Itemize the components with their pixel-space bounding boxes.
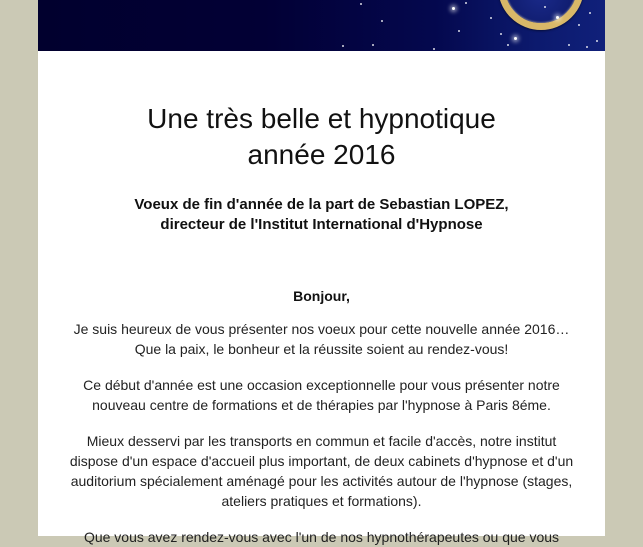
subtitle-line-2: directeur de l'Institut International d'Hypnose	[160, 216, 483, 233]
star-icon	[500, 33, 502, 35]
title-line-2: année 2016	[247, 139, 396, 170]
page-title	[38, 101, 605, 173]
paragraph-institute: Mieux desservi par les transports en commun et facile d'accès, notre institut dispose d'un espace d'accueil plus important, de deux cabinets d'hypnose et d'un auditorium spécialement aménagé pour les activités autour de l'hypnose (stages, ateliers pratiques et formations).	[69, 433, 574, 509]
subtitle	[38, 195, 605, 235]
star-icon	[490, 17, 492, 19]
star-icon	[342, 45, 344, 47]
email-panel	[38, 0, 605, 545]
star-icon	[465, 2, 467, 4]
greeting: Bonjour,	[293, 288, 350, 304]
star-icon	[360, 3, 362, 5]
star-icon	[458, 30, 460, 32]
star-icon	[556, 16, 559, 19]
star-icon	[514, 37, 517, 40]
email-body	[38, 51, 605, 547]
star-icon	[433, 48, 435, 50]
paragraph-wishes: Je suis heureux de vous présenter nos voeux pour cette nouvelle année 2016… Que la paix, le bonheur et la réussite soient au rendez-vous!	[73, 321, 570, 357]
header-banner	[38, 0, 605, 51]
subtitle-line-1: Voeux de fin d'année de la part de Sebastian LOPEZ,	[134, 196, 509, 213]
star-icon	[372, 44, 374, 46]
star-icon	[596, 40, 598, 42]
star-icon	[452, 7, 455, 10]
star-icon	[589, 12, 591, 14]
star-icon	[578, 24, 580, 26]
star-icon	[568, 44, 570, 46]
title-line-1: Une très belle et hypnotique	[147, 103, 496, 134]
star-icon	[381, 20, 383, 22]
paragraph-appointment: Que vous avez rendez-vous avec l'un de nos hypnothérapeutes ou que vous	[83, 529, 560, 545]
paragraph-new-center: Ce début d'année est une occasion exceptionnelle pour vous présenter notre nouveau centre de formations et de thérapies par l'hypnose à Paris 8éme.	[83, 377, 560, 413]
gold-ring-icon	[498, 0, 584, 30]
star-icon	[544, 6, 546, 8]
star-icon	[507, 44, 509, 46]
star-icon	[586, 46, 588, 48]
